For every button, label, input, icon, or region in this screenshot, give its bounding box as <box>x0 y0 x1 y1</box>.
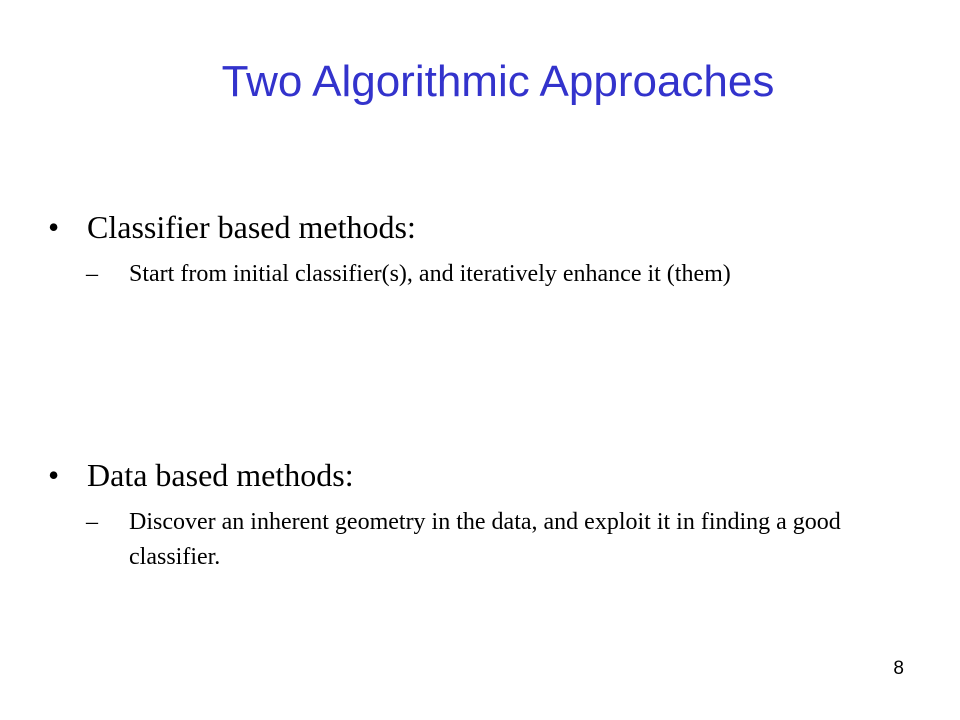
bullet-icon: • <box>48 209 60 245</box>
dash-icon: – <box>86 261 98 287</box>
bullet-section-classifier <box>48 207 908 292</box>
bullet-item <box>48 455 908 495</box>
bullet-item <box>48 207 908 247</box>
sub-bullet-item <box>86 505 908 575</box>
dash-icon: – <box>86 509 98 535</box>
bullet-section-data <box>48 455 908 575</box>
sub-bullet-text: Discover an inherent geometry in the data, and exploit it in finding a good classifier. <box>129 509 841 570</box>
slide-title: Two Algorithmic Approaches <box>221 57 775 106</box>
page-number: 8 <box>893 658 904 679</box>
sub-bullet-item <box>86 257 908 292</box>
sub-bullet-text: Start from initial classifier(s), and iteratively enhance it (them) <box>129 261 731 287</box>
bullet-text: Classifier based methods: <box>87 209 416 245</box>
bullet-icon: • <box>48 457 60 493</box>
bullet-text: Data based methods: <box>87 457 354 493</box>
